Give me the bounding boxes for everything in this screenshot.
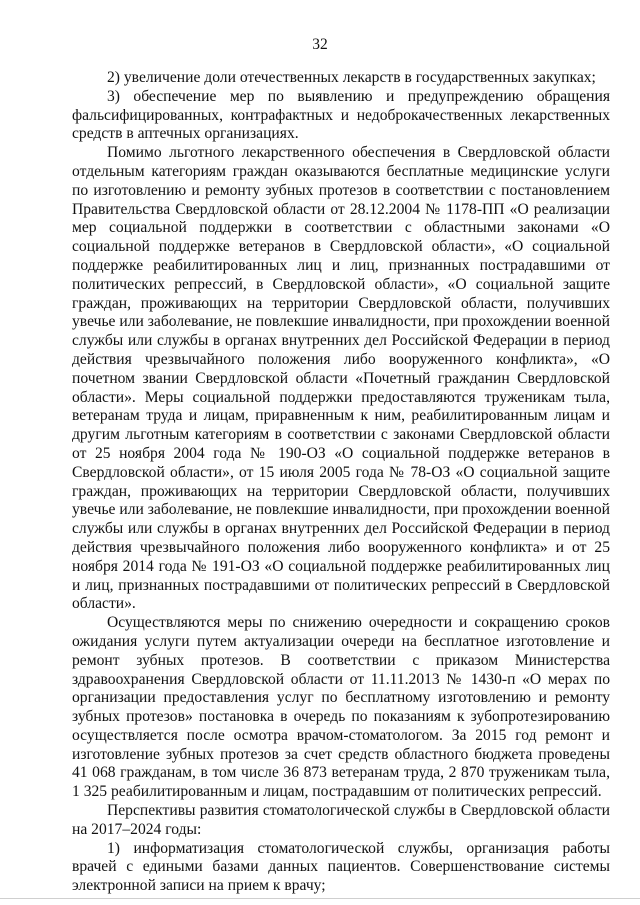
paragraph-perspectives: Перспективы развития стоматологической службы в Свердловской области на 2017–2024 годы:: [72, 802, 610, 838]
page-number: 32: [312, 36, 328, 53]
paragraph-dental-benefits: Помимо льготного лекарственного обеспечения в Свердловской области отдельным категориям граждан оказываются бесплатные медицинские услуги по изготовлению и ремонту зубных протезов в соответствии с постановлением Правительства Свердловской области от 28.12.2004 № 1178-ПП «О реализации мер социальной поддержки в соответствии с областными законами «О социальной поддержке ветеранов в Свердловской области», «О социальной поддержке реабилитированных лиц и лиц, признанных пострадавшими от политических репрессий, в Свердловской области», «О социальной защите граждан, проживающих на территории Свердловской области, получивших увечье или заболевание, не повлекшие инвалидности, при прохождении военной службы или службы в органах внутренних дел Российской Федерации в период действия чрезвычайного положения либо вооруженного конфликта», «О почетном звании Свердловской области «Почетный гражданин Свердловской области». Меры социальной поддержки предоставляются труженикам тыла, ветеранам труда и лицам, приравненным к ним, реабилитированным лицам и другим льготным категориям в соответствии с законами Свердловской области от 25 ноября 2004 года № 190-ОЗ «О социальной поддержке ветеранов в Свердловской области», от 15 июля 2005 года № 78-ОЗ «О социальной защите граждан, проживающих на территории Свердловской области, получивших увечье или заболевание, не повлекшие инвалидности, при прохождении военной службы или службы в органах внутренних дел Российской Федерации в период действия чрезвычайного положения либо вооруженного конфликта» и от 25 ноября 2014 года № 191-ОЗ «О социальной поддержке реабилитированных лиц и лиц, признанных пострадавшими от политических репрессий в Свердловской области».: [72, 144, 610, 613]
paragraph-item-3: 3) обеспечение мер по выявлению и предупреждению обращения фальсифицированных, контрафактных и недоброкачественных лекарственных средств в аптечных организациях.: [72, 87, 610, 143]
page-bottom-edge: [0, 898, 640, 899]
paragraph-queue-measures: Осуществляются меры по снижению очередности и сокращению сроков ожидания услуги путем актуализации очереди на бесплатное изготовление и ремонт зубных протезов. В соответствии с приказом Министерства здравоохранения Свердловской области от 11.11.2013 № 1430-п «О мерах по организации предоставления услуг по бесплатному изготовлению и ремонту зубных протезов» постановка в очередь по показаниям к зубопротезированию осуществляется после осмотра врачом-стоматологом. За 2015 год ремонт и изготовление зубных протезов за счет средств областного бюджета проведены 41 068 гражданам, в том числе 36 873 ветеранам труда, 2 870 труженикам тыла, 1 325 реабилитированным и лицам, пострадавшим от политических репрессий.: [72, 614, 610, 801]
paragraph-perspective-item-1: 1) информатизация стоматологической службы, организация работы врачей с едиными базами данных пациентов. Совершенствование системы электронной записи на прием к врачу;: [72, 839, 610, 895]
paragraph-item-2: 2) увеличение доли отечественных лекарств в государственных закупках;: [107, 69, 596, 86]
body-text: [72, 69, 610, 896]
